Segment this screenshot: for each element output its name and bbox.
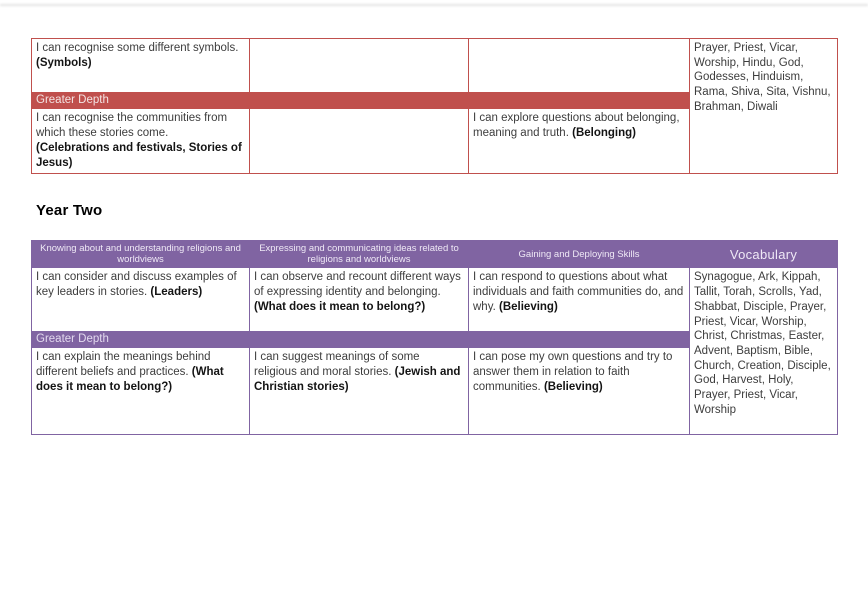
y2-row2-gaining-cell	[469, 348, 690, 435]
cell-text: I can consider and discuss examples of key leaders in stories.	[36, 271, 237, 299]
cell-text: I can recognise some different symbols.	[36, 42, 239, 54]
y1-row1-gaining-cell-empty	[469, 39, 690, 93]
cell-emphasis: (Belonging)	[572, 126, 636, 139]
cell-text: I can pose my own questions and try to answer them in relation to faith communities.	[473, 351, 673, 394]
cell-emphasis: (Symbols)	[36, 56, 92, 69]
column-header-gaining: Gaining and Deploying Skills	[469, 241, 690, 268]
cell-emphasis: (Jewish and Christian stories)	[254, 366, 461, 394]
cell-text: I can explain the meanings behind different beliefs and practices.	[36, 351, 211, 379]
y1-row2-knowing-cell	[32, 108, 250, 173]
y2-row1-gaining-cell	[469, 268, 690, 332]
y1-row2-gaining-cell	[469, 108, 690, 173]
cell-text: I can explore questions about belonging, meaning and truth.	[473, 111, 680, 139]
cell-emphasis: (Believing)	[543, 381, 603, 394]
section-heading: Year Two	[36, 202, 103, 219]
cell-emphasis: (Leaders)	[150, 286, 203, 299]
y1-row1-expressing-cell-empty	[250, 39, 469, 93]
cell-emphasis: (What does it mean to belong?)	[254, 301, 426, 314]
y1-greater-depth-band: Greater Depth	[32, 93, 690, 109]
column-header-vocabulary: Vocabulary	[690, 241, 838, 268]
year-two-table	[31, 240, 838, 435]
year-one-table	[31, 38, 838, 174]
cell-text: I can recognise the communities from which these stories come.	[36, 111, 228, 139]
y2-row1-expressing-cell	[250, 268, 469, 332]
scan-artifact-line	[0, 4, 868, 6]
y1-row1-knowing-cell	[32, 39, 250, 93]
cell-emphasis: (Celebrations and festivals, Stories of Jesus)	[36, 141, 242, 169]
column-header-knowing: Knowing about and understanding religions and worldviews	[32, 241, 250, 268]
y1-row2-expressing-cell-empty	[250, 108, 469, 173]
cell-text: I can respond to questions about what individuals and faith communities do, and why.	[473, 271, 684, 314]
cell-emphasis: (What does it mean to belong?)	[36, 366, 224, 394]
cell-text: I can observe and recount different ways of expressing identity and belonging.	[254, 271, 461, 299]
y2-row2-knowing-cell	[32, 348, 250, 435]
y2-vocabulary-cell: Synagogue, Ark, Kippah, Tallit, Torah, Scrolls, Yad, Shabbat, Disciple, Prayer, Priest, Vicar, Worship, Christ, Christmas, Easter, Advent, Baptism, Bible, Church, Creation, Disciple, God, Harvest, Holy, Prayer, Priest, Vicar, Worship	[690, 268, 838, 435]
y2-row1-knowing-cell	[32, 268, 250, 332]
cell-text: I can suggest meanings of some religious and moral stories.	[254, 351, 420, 379]
y2-greater-depth-band: Greater Depth	[32, 332, 690, 348]
column-header-expressing: Expressing and communicating ideas related to religions and worldviews	[250, 241, 469, 268]
y1-vocabulary-cell: Prayer, Priest, Vicar, Worship, Hindu, God, Godesses, Hinduism, Rama, Shiva, Sita, Vishnu, Brahman, Diwali	[690, 39, 838, 174]
cell-emphasis: (Believing)	[499, 301, 558, 314]
y2-row2-expressing-cell	[250, 348, 469, 435]
